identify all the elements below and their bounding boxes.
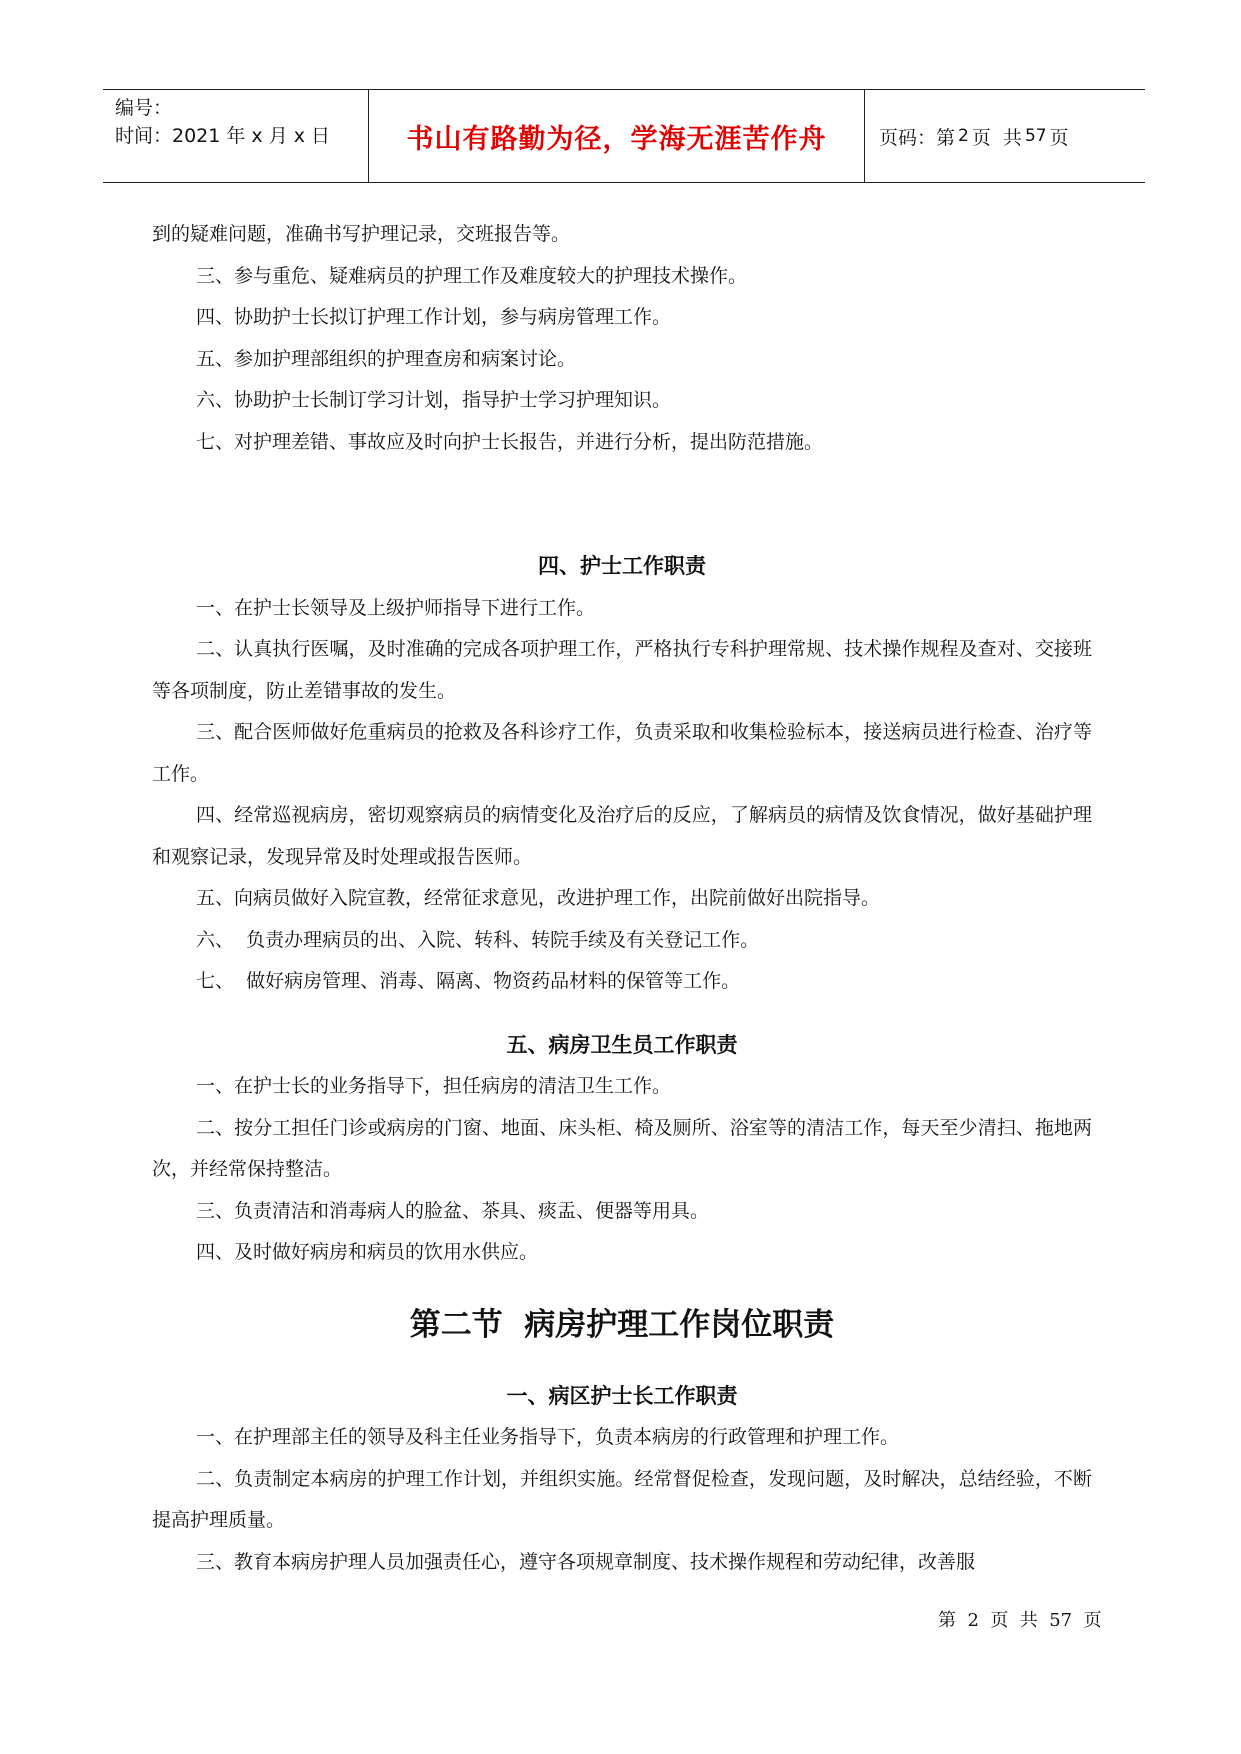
paragraph: 五、参加护理部组织的护理查房和病案讨论。 xyxy=(196,347,577,370)
section-heading: 第二节 病房护理工作岗位职责 xyxy=(409,1306,835,1343)
header-table xyxy=(103,89,1145,183)
motto: 书山有路勤为径，学海无涯苦作舟 xyxy=(406,123,827,155)
header-motto-cell xyxy=(369,90,865,182)
paragraph: 五、向病员做好入院宣教，经常征求意见，改进护理工作，出院前做好出院指导。 xyxy=(196,887,881,909)
document-body xyxy=(152,214,1092,1583)
heading-cleaner-duties: 五、病房卫生员工作职责 xyxy=(506,1032,738,1057)
paragraph: 三、参与重危、疑难病员的护理工作及难度较大的护理技术操作。 xyxy=(196,264,748,287)
paragraph: 三、教育本病房护理人员加强责任心，遵守各项规章制度、技术操作规程和劳动纪律，改善服 xyxy=(196,1550,976,1573)
paragraph: 七、对护理差错、事故应及时向护士长报告，并进行分析，提出防范措施。 xyxy=(196,430,824,453)
page-total: 57 xyxy=(1024,126,1047,146)
paragraph: 七、 做好病房管理、消毒、隔离、物资药品材料的保管等工作。 xyxy=(196,970,741,992)
heading-head-nurse-duties: 一、病区护士长工作职责 xyxy=(506,1383,738,1408)
paragraph: 一、在护士长的业务指导下，担任病房的清洁卫生工作。 xyxy=(196,1075,672,1097)
paragraph: 四、协助护士长拟订护理工作计划，参与病房管理工作。 xyxy=(196,306,672,328)
page-current: 2 xyxy=(958,126,969,146)
paragraph: 三、配合医师做好危重病员的抢救及各科诊疗工作，负责采取和收集检验标本，接送病员进行检查、治疗等工作。 xyxy=(152,721,1092,785)
page-prefix: 页码：第 xyxy=(879,126,956,149)
paragraph: 到的疑难问题，准确书写护理记录，交班报告等。 xyxy=(152,223,571,245)
paragraph: 一、在护士长领导及上级护师指导下进行工作。 xyxy=(196,596,596,619)
time-label: 时间：2021 年 x 月 x 日 xyxy=(115,125,331,147)
paragraph: 三、负责清洁和消毒病人的脸盆、茶具、痰盂、便器等用具。 xyxy=(196,1199,710,1222)
page-mid: 页 共 xyxy=(971,126,1022,149)
paragraph: 二、按分工担任门诊或病房的门窗、地面、床头柜、椅及厕所、浴室等的清洁工作，每天至少清扫、拖地两次，并经常保持整洁。 xyxy=(152,1116,1092,1180)
paragraph: 四、经常巡视病房，密切观察病员的病情变化及治疗后的反应，了解病员的病情及饮食情况，做好基础护理和观察记录，发现异常及时处理或报告医师。 xyxy=(152,804,1092,868)
header-meta-cell xyxy=(103,90,369,182)
header-page-cell xyxy=(865,90,1145,182)
page-footer: 第 2 页 共 57 页 xyxy=(938,1610,1102,1631)
paragraph: 二、负责制定本病房的护理工作计划，并组织实施。经常督促检查，发现问题，及时解决，总结经验，不断提高护理质量。 xyxy=(152,1467,1092,1531)
heading-nurse-duties: 四、护士工作职责 xyxy=(538,554,706,578)
paragraph: 六、协助护士长制订学习计划，指导护士学习护理知识。 xyxy=(196,389,672,411)
paragraph: 六、 负责办理病员的出、入院、转科、转院手续及有关登记工作。 xyxy=(196,928,760,951)
page-suffix: 页 xyxy=(1049,126,1069,149)
paragraph: 四、及时做好病房和病员的饮用水供应。 xyxy=(196,1241,539,1263)
paragraph: 一、在护理部主任的领导及科主任业务指导下，负责本病房的行政管理和护理工作。 xyxy=(196,1426,900,1448)
paragraph: 二、认真执行医嘱，及时准确的完成各项护理工作，严格执行专科护理常规、技术操作规程及查对、交接班等各项制度，防止差错事故的发生。 xyxy=(152,638,1092,702)
number-label: 编号： xyxy=(115,97,173,119)
